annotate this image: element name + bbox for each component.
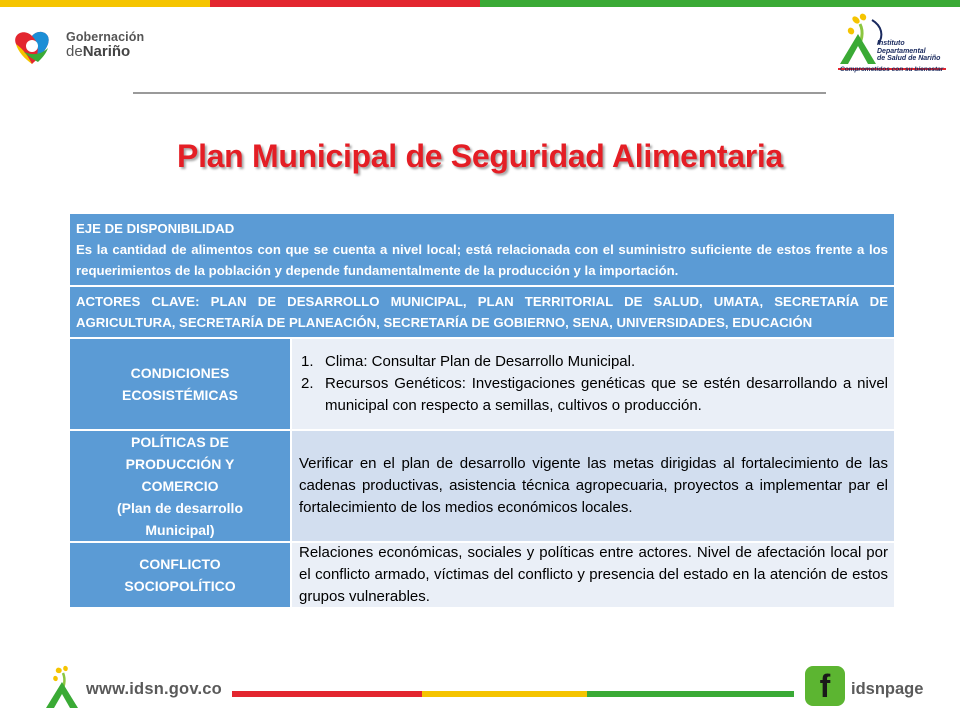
- label-line: COMERCIO: [141, 478, 219, 494]
- row-content-condiciones: [290, 339, 894, 429]
- label-line: POLÍTICAS DE: [130, 434, 229, 450]
- eje-title: EJE DE DISPONIBILIDAD: [76, 221, 235, 236]
- footer-color-bar: [232, 691, 794, 697]
- idsn-line2: Departamental: [877, 47, 926, 55]
- table-row-politicas: [70, 429, 894, 541]
- facebook-page-link[interactable]: idsnpage: [851, 680, 924, 698]
- label-line: CONFLICTO: [139, 556, 221, 572]
- footer-bar-red: [232, 691, 422, 697]
- table-row-condiciones: [70, 337, 894, 429]
- list-text: Clima: Consultar Plan de Desarrollo Municipal.: [325, 353, 636, 370]
- row-content-conflicto: [290, 543, 894, 607]
- gobernacion-line1: Gobernación: [66, 30, 145, 44]
- gobernacion-line2: [66, 44, 144, 60]
- actores-clave-cell: ACTORES CLAVE: PLAN DE DESARROLLO MUNICIPAL, PLAN TERRITORIAL DE SALUD, UMATA, SECRETARÍA DE AGRICULTURA, SECRETARÍA DE PLANEACIÓN, SECRETARÍA DE GOBIERNO, SENA, UNIVERSIDADES, EDUCACIÓN: [70, 285, 894, 337]
- page-title: Plan Municipal de Seguridad Alimentaria: [177, 138, 783, 174]
- gobernacion-name: Nariño: [82, 43, 131, 61]
- conflicto-text: Relaciones económicas, sociales y políticas entre actores. Nivel de afectación local por el conflicto armado, víctimas del conflicto y presencia del estado en la atención de estos grupos vulnerables.: [299, 544, 888, 605]
- label-line: PRODUCCIÓN Y: [125, 456, 235, 472]
- table-row-conflicto: [70, 541, 894, 607]
- label-line: SOCIOPOLÍTICO: [124, 578, 236, 594]
- footer-bar-green: [587, 691, 794, 697]
- strip-green: [480, 0, 960, 7]
- list-text: Recursos Genéticos: Investigaciones genéticas que se estén desarrollando a nivel municipal con respecto a semillas, cultivos o producción.: [325, 375, 888, 414]
- condiciones-list: [299, 351, 888, 417]
- row-label-condiciones: [70, 339, 290, 429]
- idsn-line1: Instituto: [877, 40, 905, 47]
- idsn-footer-logo: [44, 664, 84, 710]
- website-link[interactable]: www.idsn.gov.co: [86, 680, 222, 698]
- label-line: CONDICIONES: [130, 365, 230, 381]
- top-color-strip: [0, 0, 960, 7]
- label-line: ECOSISTÉMICAS: [122, 387, 238, 403]
- gobernacion-prefix: de: [66, 43, 83, 61]
- idsn-tagline: Comprometidos con su bienestar: [840, 66, 944, 73]
- footer-bar-yellow: [422, 691, 587, 697]
- facebook-icon[interactable]: [805, 666, 845, 706]
- eje-description: Es la cantidad de alimentos con que se cuenta a nivel local; está relacionada con el suministro suficiente de estos frente a los requerimientos de la población y depende fundamentalmente de la producción y la importación.: [76, 242, 888, 278]
- gobernacion-wordmark: [66, 31, 144, 60]
- idsn-wordmark: [877, 40, 940, 63]
- list-item: [299, 373, 888, 417]
- list-item: [299, 351, 888, 373]
- list-number: 1.: [301, 353, 314, 370]
- list-number: 2.: [301, 375, 314, 392]
- strip-red: [210, 0, 480, 7]
- row-content-politicas: [290, 431, 894, 541]
- row-label-conflicto: [70, 543, 290, 607]
- label-line: (Plan de desarrollo: [116, 500, 244, 516]
- header-divider: [133, 92, 826, 94]
- strip-yellow: [0, 0, 210, 7]
- idsn-line3: de Salud de Nariño: [877, 55, 941, 63]
- availability-table: [70, 214, 894, 607]
- politicas-text: Verificar en el plan de desarrollo vigente las metas dirigidas al fortalecimiento de las cadenas productivas, asistencia técnica agropecuaria, proyectos a implementar par el fortalecimiento de los medios económicos locales.: [299, 455, 888, 516]
- row-label-politicas: [70, 431, 290, 541]
- facebook-glyph: f: [819, 668, 831, 704]
- eje-header-cell: [70, 214, 894, 285]
- label-line: Municipal): [145, 522, 215, 538]
